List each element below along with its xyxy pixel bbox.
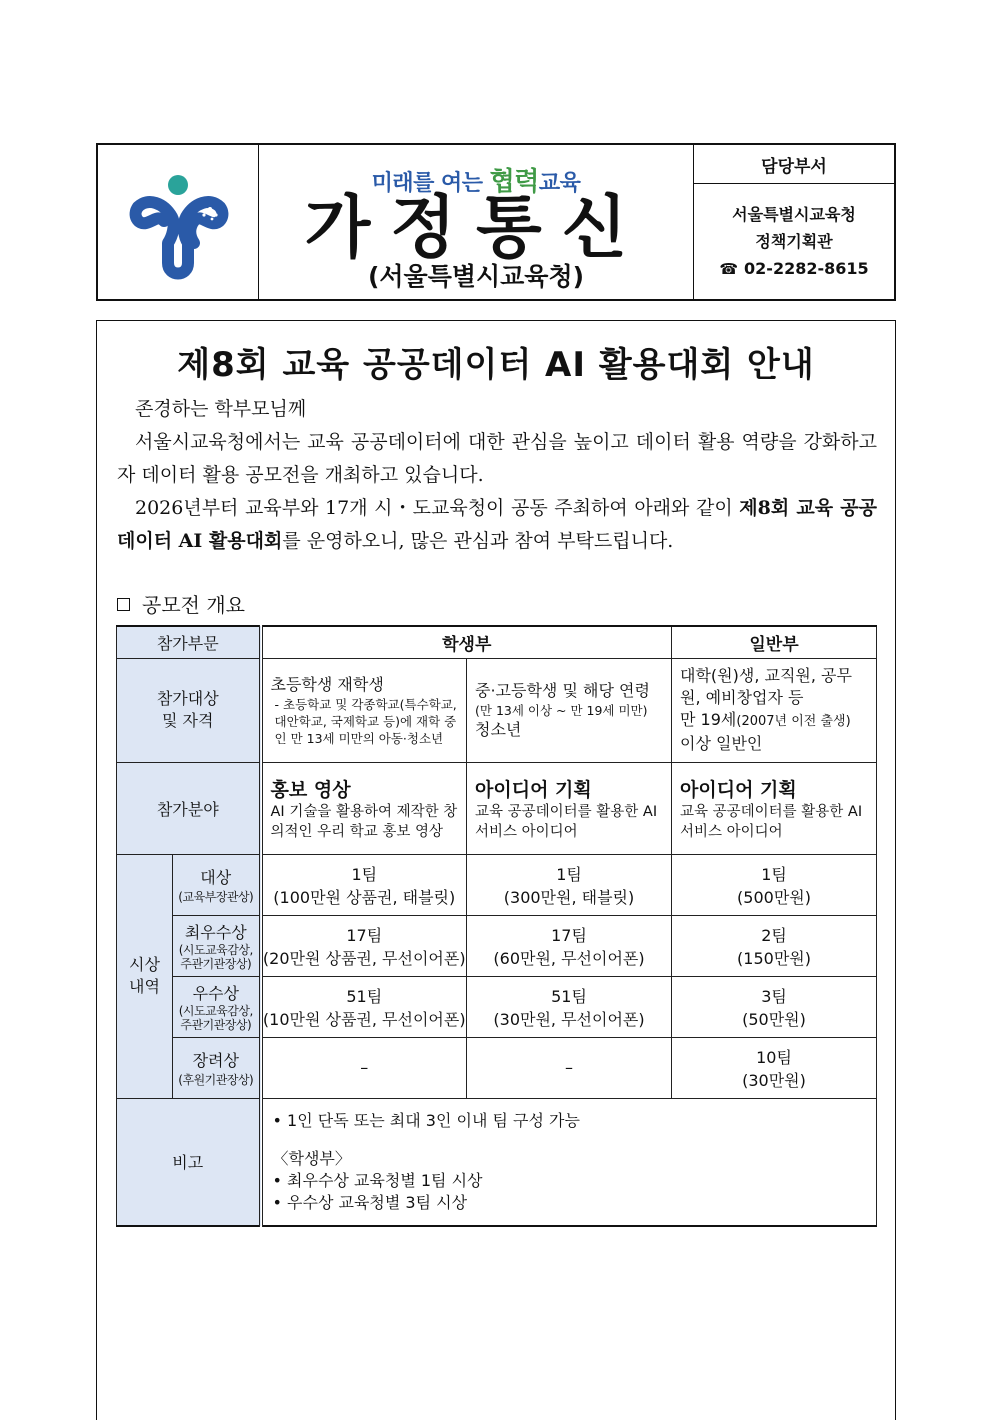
eligibility-middle-title: 중·고등학생 및 해당 연령	[475, 680, 650, 700]
award-elementary	[261, 976, 467, 1037]
award-name-cell	[173, 976, 261, 1037]
award-prize: (20만원 상품권, 무선이어폰)	[262, 948, 466, 968]
header-student: 학생부	[261, 626, 672, 658]
header-category: 참가부문	[117, 626, 261, 658]
eligibility-general-1: 대학(원)생, 교직원, 공무원, 예비창업자 등	[680, 666, 852, 707]
greeting: 존경하는 학부모님께	[135, 398, 307, 420]
eligibility-general	[672, 658, 877, 762]
note-item: • 우수상 교육청별 3팀 시상	[272, 1192, 468, 1212]
eligibility-elementary-note: - 초등학교 및 각종학교(특수학교, 대안학교, 국제학교 등)에 재학 중인 만 13세 미만의 아동·청소년	[274, 696, 457, 746]
award-elementary	[261, 854, 467, 915]
award-row	[117, 915, 877, 976]
eligibility-general-3: 이상 일반인	[680, 734, 763, 753]
award-count: 51팀	[551, 986, 587, 1006]
award-middle	[467, 854, 672, 915]
award-general	[672, 854, 877, 915]
newsletter-title: 가정통신	[304, 189, 648, 268]
award-prize: (300만원, 태블릿)	[503, 887, 635, 907]
eligibility-middle-high	[467, 658, 672, 762]
award-general	[672, 1037, 877, 1098]
award-sub: (시도교육감상, 주관기관장상)	[178, 943, 253, 971]
award-prize: (500만원)	[737, 887, 811, 907]
eligibility-general-age: 만 19세	[680, 710, 737, 729]
award-count: 17팀	[551, 925, 587, 945]
newsletter-title-cell	[259, 145, 694, 299]
eligibility-elementary-title: 초등학생 재학생	[270, 674, 384, 694]
field-label: 참가분야	[117, 762, 261, 854]
award-count: 1팀	[556, 864, 582, 884]
square-bullet-icon	[117, 598, 130, 611]
header-box	[96, 143, 896, 301]
award-general	[672, 915, 877, 976]
award-prize: (30만원)	[742, 1070, 806, 1090]
award-sub: (시도교육감상, 주관기관장상)	[178, 1004, 253, 1032]
section-heading	[117, 589, 245, 618]
field-middle-high	[467, 762, 672, 854]
newsletter-subtitle: (서울특별시교육청)	[367, 262, 585, 291]
header-general: 일반부	[672, 626, 877, 658]
overview-table	[116, 625, 877, 1227]
award-name: 장려상	[192, 1050, 239, 1070]
note-text: 우수상 교육청별 3팀 시상	[287, 1192, 468, 1212]
award-name: 대상	[200, 867, 232, 887]
contest-paragraph-a: 2026년부터 교육부와 17개 시・도교육청이 공동 주최하여 아래와 같이	[135, 497, 740, 519]
notes-label: 비고	[117, 1098, 261, 1226]
department-name: 서울특별시교육청	[732, 204, 856, 224]
award-middle	[467, 1037, 672, 1098]
eligibility-general-birth: (2007년 이전 출생)	[736, 714, 851, 729]
note-item: • 1인 단독 또는 최대 3인 이내 팀 구성 가능	[272, 1110, 580, 1130]
contest-paragraph	[117, 492, 877, 558]
department-team: 정책기획관	[755, 231, 833, 251]
note-spacer	[273, 1132, 869, 1148]
award-count: 1팀	[351, 864, 378, 884]
award-count: –	[565, 1058, 574, 1077]
award-name-cell	[173, 1037, 261, 1098]
award-row	[117, 1037, 877, 1098]
note-item: • 최우수상 교육청별 1팀 시상	[272, 1170, 483, 1190]
award-prize: (60만원, 무선이어폰)	[493, 948, 645, 968]
award-prize: (50만원)	[742, 1009, 806, 1029]
award-middle	[467, 976, 672, 1037]
award-row	[117, 854, 877, 915]
field-general-desc: 교육 공공데이터를 활용한 AI 서비스 아이디어	[680, 803, 863, 840]
award-middle	[467, 915, 672, 976]
department-phone-line	[719, 255, 868, 283]
notice-title: 제8회 교육 공공데이터 AI 활용대회 안내	[177, 345, 815, 385]
table-header-row	[117, 626, 877, 658]
award-count: 1팀	[761, 864, 787, 884]
field-middle-desc: 교육 공공데이터를 활용한 AI 서비스 아이디어	[475, 803, 658, 840]
award-elementary	[261, 915, 467, 976]
award-general	[672, 976, 877, 1037]
award-count: 17팀	[346, 925, 383, 945]
field-row	[117, 762, 877, 854]
award-prize: (10만원 상품권, 무선이어폰)	[262, 1009, 466, 1029]
slogan-part-1: 미래를 여는	[371, 171, 483, 196]
award-sub: (후원기관장상)	[178, 1072, 254, 1087]
notes-list	[273, 1110, 869, 1214]
award-sub: (교육부장관상)	[178, 889, 254, 904]
award-prize: (150만원)	[737, 948, 811, 968]
award-row	[117, 976, 877, 1037]
award-elementary	[261, 1037, 467, 1098]
award-prize: (30만원, 무선이어폰)	[493, 1009, 645, 1029]
award-count: 3팀	[761, 986, 787, 1006]
department-cell	[694, 145, 894, 299]
eligibility-elementary	[261, 658, 467, 762]
section-heading-text: 공모전 개요	[142, 593, 245, 617]
award-count: 2팀	[761, 925, 787, 945]
award-label: 시상 내역	[117, 854, 173, 1098]
seoul-education-logo-icon	[98, 145, 258, 299]
award-prize: (100만원 상품권, 태블릿)	[273, 887, 456, 907]
phone-icon: ☎	[719, 259, 739, 278]
eligibility-middle-tail: 청소년	[475, 719, 522, 739]
note-group: 〈학생부〉	[272, 1148, 351, 1168]
department-info	[694, 184, 894, 299]
award-name: 최우수상	[184, 923, 247, 942]
department-phone: 02-2282-8615	[744, 258, 869, 278]
contest-paragraph-c: 를 운영하오니, 많은 관심과 참여 부탁드립니다.	[282, 530, 674, 552]
slogan-part-2: 협력	[489, 167, 539, 197]
note-text: 최우수상 교육청별 1팀 시상	[287, 1170, 483, 1190]
field-middle-title: 아이디어 기획	[475, 778, 592, 801]
note-text: 1인 단독 또는 최대 3인 이내 팀 구성 가능	[287, 1110, 580, 1130]
field-general	[672, 762, 877, 854]
notes-row	[117, 1098, 877, 1226]
eligibility-general-2	[680, 709, 868, 733]
eligibility-label: 참가대상 및 자격	[117, 658, 261, 762]
contest-name: 제8회 교육 공공데이터 AI 활용대회	[117, 497, 877, 552]
field-elementary-title: 홍보 영상	[270, 778, 351, 801]
award-name: 우수상	[192, 984, 239, 1003]
slogan-part-3: 교육	[538, 171, 581, 196]
award-count: 10팀	[756, 1047, 792, 1067]
department-label: 담당부서	[694, 145, 894, 184]
field-elementary	[261, 762, 467, 854]
field-general-title: 아이디어 기획	[680, 778, 797, 801]
eligibility-row	[117, 658, 877, 762]
award-name-cell	[173, 854, 261, 915]
eligibility-middle-note: (만 13세 이상 ~ 만 19세 미만)	[475, 702, 648, 718]
award-count: –	[360, 1058, 369, 1077]
field-elementary-desc: AI 기술을 활용하여 제작한 창의적인 우리 학교 홍보 영상	[270, 803, 458, 840]
award-name-cell	[173, 915, 261, 976]
logo-cell	[98, 145, 259, 299]
award-count: 51팀	[346, 986, 383, 1006]
notes-content	[261, 1098, 877, 1226]
intro-paragraph: 서울시교육청에서는 교육 공공데이터에 대한 관심을 높이고 데이터 활용 역량을 강화하고자 데이터 활용 공모전을 개최하고 있습니다.	[117, 431, 877, 486]
